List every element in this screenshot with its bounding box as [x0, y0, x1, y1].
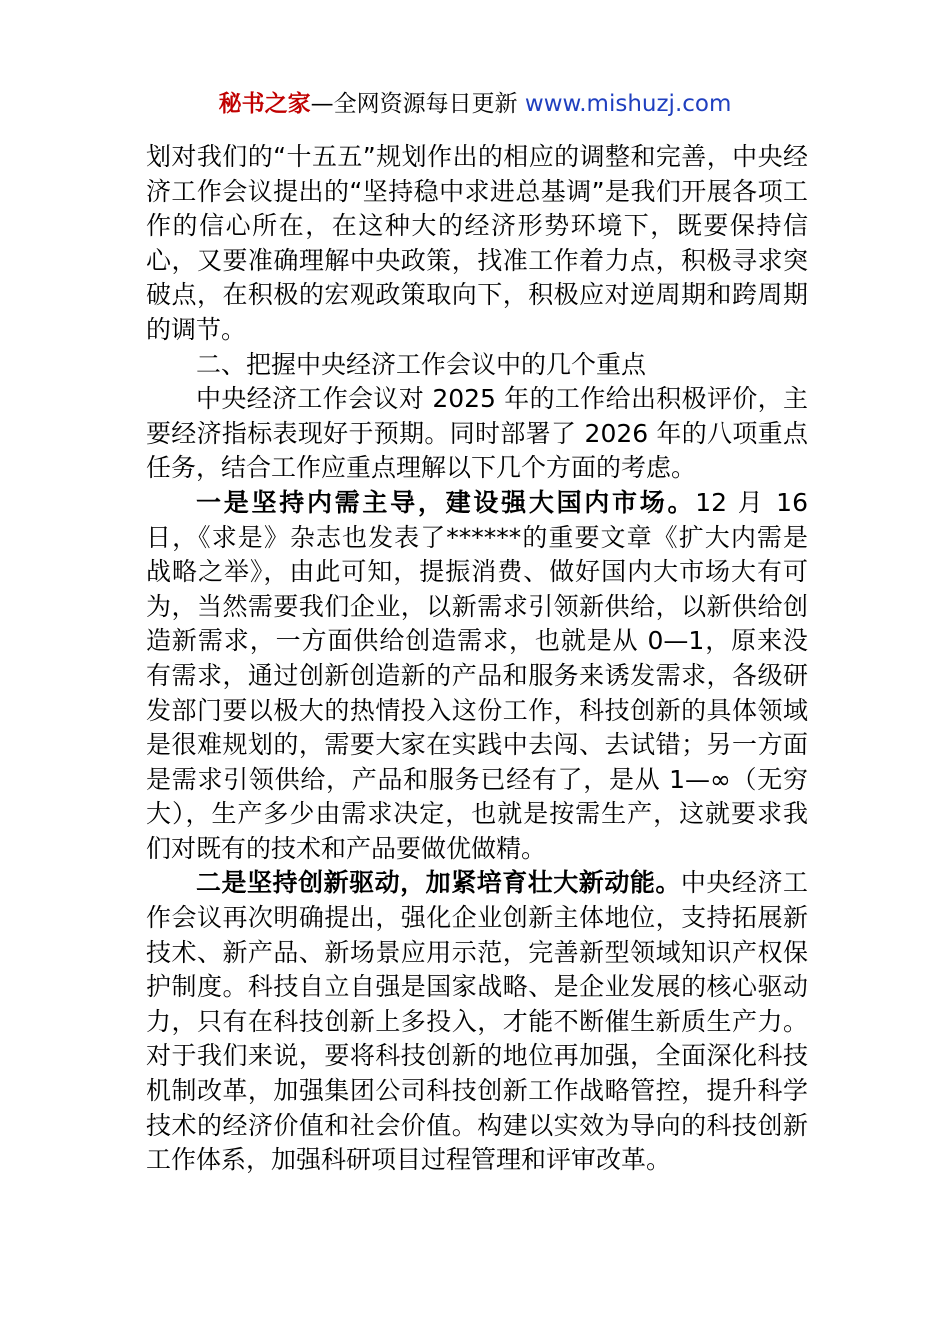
section-heading [146, 348, 808, 383]
section-heading-text: 二、把握中央经济工作会议中的几个重点 [196, 349, 647, 379]
paragraph-text: 中央经济工作会议对 2025 年的工作给出积极评价，主要经济指标表现好于预期。同时部署了 2026 年的八项重点任务，结合工作应重点理解以下几个方面的考虑。 [146, 384, 808, 483]
document-body [146, 140, 808, 1178]
site-brand: 秘书之家 [218, 91, 311, 117]
site-url-link[interactable]: www.mishuzj.com [524, 91, 732, 117]
point-two-lead: 二是坚持创新驱动，加紧培育壮大新动能。 [196, 868, 681, 898]
paragraph-text: 12 月 16 日，《求是》杂志也发表了******的重要文章《扩大内需是战略之举》，由此可知，提振消费、做好国内大市场大有可为，当然需要我们企业，以新需求引领新供给，以新供给创造新需求，一方面供给创造需求，也就是从 0—1，原来没有需求，通过创新创造新的产品和服务来诱发需求，各级研发部门要以极大的热情投入这份工作，科技创新的具体领域是很难规划的，需要大家在实践中去闯、去试错；另一方面是需求引领供给，产品和服务已经有了，是从 1—∞（无穷大），生产多少由需求决定，也就是按需生产，这就要求我们对既有的技术和产品要做优做精。 [146, 487, 808, 863]
site-header [0, 88, 950, 120]
paragraph-text: 划对我们的“十五五”规划作出的相应的调整和完善，中央经济工作会议提出的“坚持稳中求进总基调”是我们开展各项工作的信心所在，在这种大的经济形势环境下，既要保持信心，又要准确理解中央政策，找准工作着力点，积极寻求突破点，在积极的宏观政策取向下，积极应对逆周期和跨周期的调节。 [146, 142, 808, 344]
paragraph-point-two [146, 866, 808, 1177]
site-slogan: —全网资源每日更新 [310, 91, 525, 117]
paragraph-intro [146, 382, 808, 486]
paragraph-continuation [146, 140, 808, 348]
paragraph-text: 中央经济工作会议再次明确提出，强化企业创新主体地位，支持拓展新技术、新产品、新场景应用示范，完善新型领域知识产权保护制度。科技自立自强是国家战略、是企业发展的核心驱动力，只有在科技创新上多投入，才能不断催生新质生产力。对于我们来说，要将科技创新的地位再加强，全面深化科技机制改革，加强集团公司科技创新工作战略管控，提升科学技术的经济价值和社会价值。构建以实效为导向的科技创新工作体系，加强科研项目过程管理和评审改革。 [146, 868, 808, 1175]
paragraph-point-one [146, 486, 808, 867]
point-one-lead: 一是坚持内需主导，建设强大国内市场。 [196, 487, 696, 517]
